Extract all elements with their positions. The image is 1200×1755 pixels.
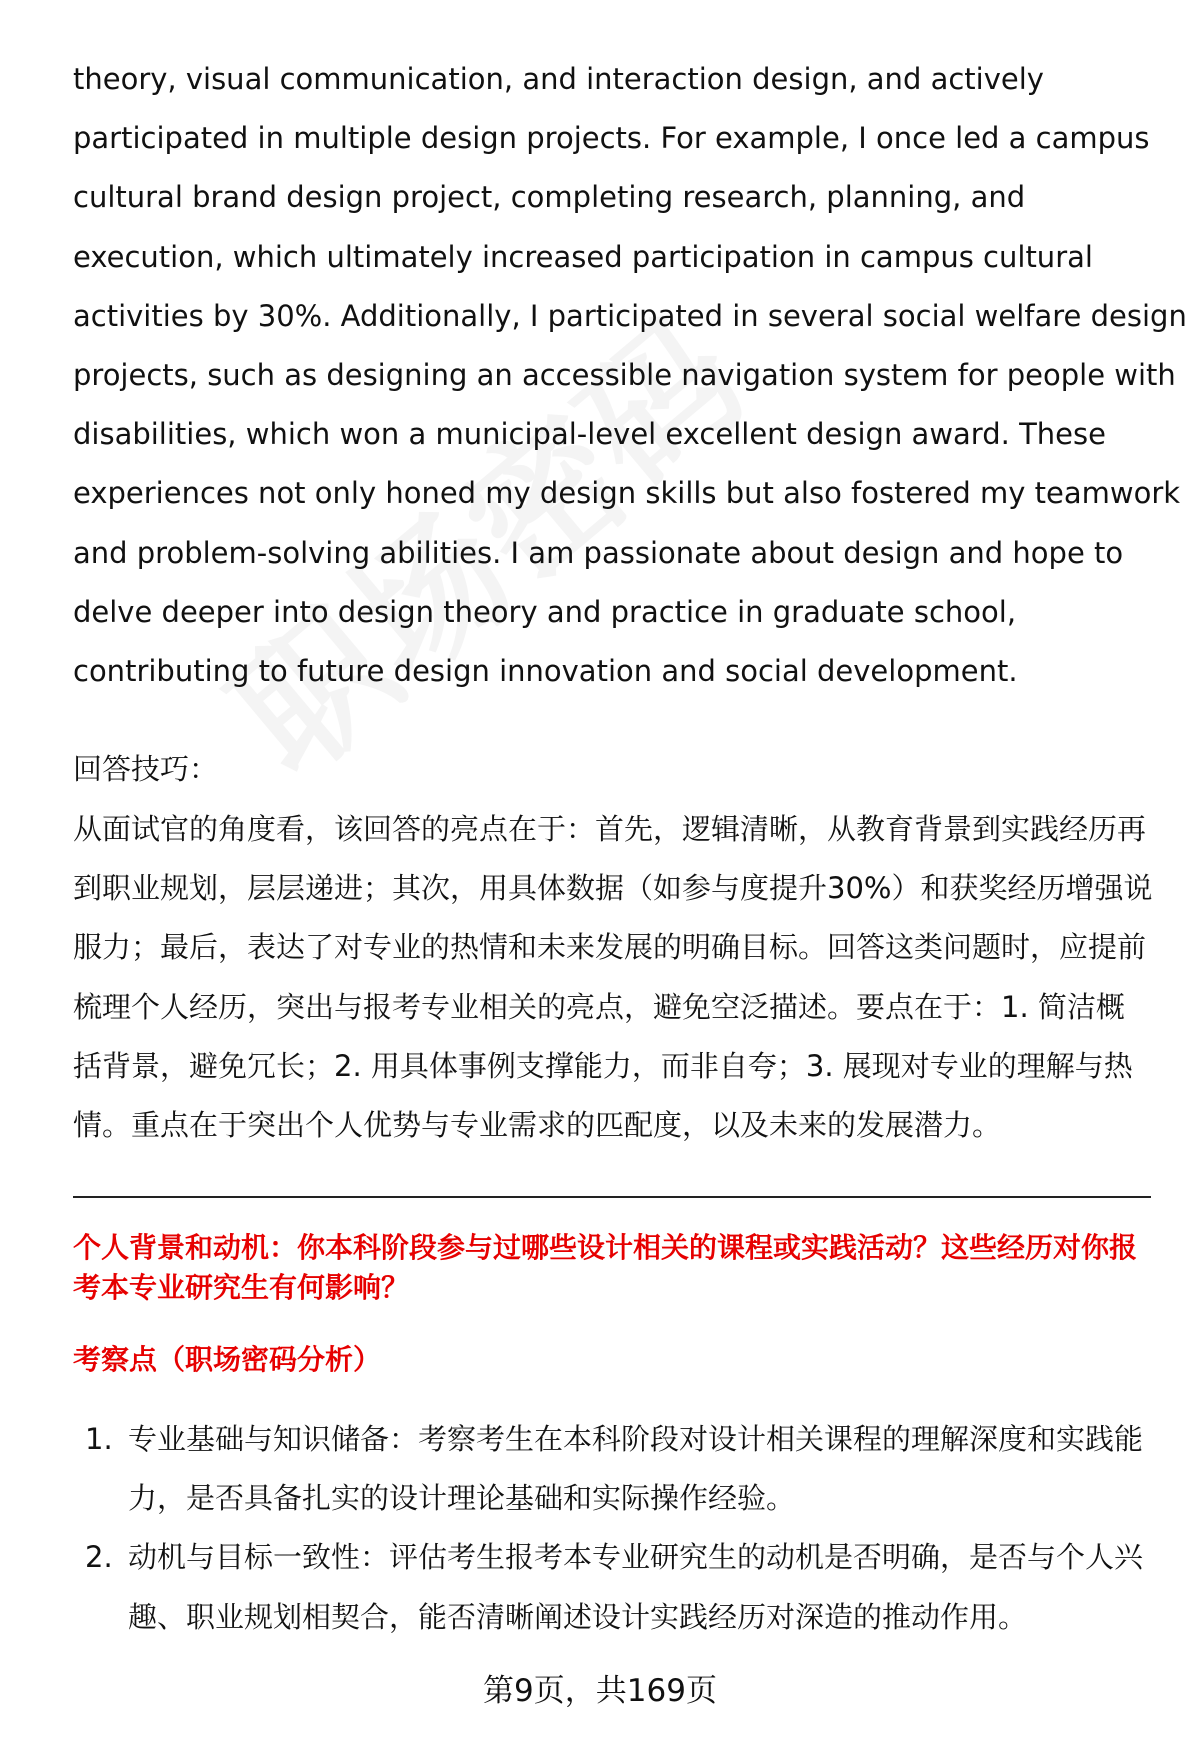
key-points-list <box>73 1410 1153 1647</box>
list-text: 动机与目标一致性：评估考生报考本专业研究生的动机是否明确，是否与个人兴趣、职业规划相契合，能否清晰阐述设计实践经历对深造的推动作用。 <box>128 1540 1144 1634</box>
answer-line: cultural brand design project, completing research, planning, and <box>73 180 1026 215</box>
tips-label: 回答技巧： <box>73 752 219 786</box>
tips-text: 从面试官的角度看，该回答的亮点在于：首先，逻辑清晰，从教育背景到实践经历再到职业规划，层层递进；其次，用具体数据（如参与度提升30%）和获奖经历增强说服力；最后，表达了对专业的热情和未来发展的明确目标。回答这类问题时，应提前梳理个人经历，突出与报考专业相关的亮点，避免空泛描述。要点在于：1. 简洁概括背景，避免冗长；2. 用具体事例支撑能力，而非自夸；3. 展现对专业的理解与热情。重点在于突出个人优势与专业需求的匹配度，以及未来的发展潜力。 <box>73 812 1153 1143</box>
list-number: 2. <box>85 1540 113 1575</box>
answer-line: projects, such as designing an accessible navigation system for people with <box>73 358 1176 393</box>
answer-line: and problem-solving abilities. I am passionate about design and hope to <box>73 535 1124 570</box>
page-number: 第9页，共169页 <box>483 1673 717 1709</box>
list-text: 专业基础与知识储备：考察考生在本科阶段对设计相关课程的理解深度和实践能力，是否具备扎实的设计理论基础和实际操作经验。 <box>128 1422 1144 1516</box>
answer-line: disabilities, which won a municipal-level excellent design award. These <box>73 417 1106 452</box>
answer-paragraph <box>73 50 1187 701</box>
answer-line: delve deeper into design theory and practice in graduate school, <box>73 594 1017 629</box>
question-heading: 个人背景和动机：你本科阶段参与过哪些设计相关的课程或实践活动？这些经历对你报考本专业研究生有何影响？ <box>73 1231 1138 1304</box>
answer-line: execution, which ultimately increased participation in campus cultural <box>73 239 1093 274</box>
key-points-title: 考察点（职场密码分析） <box>73 1343 382 1376</box>
answer-line: experiences not only honed my design skills but also fostered my teamwork <box>73 476 1181 511</box>
list-item <box>73 1410 1153 1528</box>
answer-line: participated in multiple design projects. For example, I once led a campus <box>73 121 1150 156</box>
list-item <box>73 1528 1153 1646</box>
list-number: 1. <box>85 1422 113 1456</box>
answer-line: contributing to future design innovation and social development. <box>73 654 1018 689</box>
answer-line: activities by 30%. Additionally, I participated in several social welfare design <box>73 298 1187 333</box>
answer-line: theory, visual communication, and interaction design, and actively <box>73 62 1044 96</box>
divider <box>73 1196 1151 1198</box>
